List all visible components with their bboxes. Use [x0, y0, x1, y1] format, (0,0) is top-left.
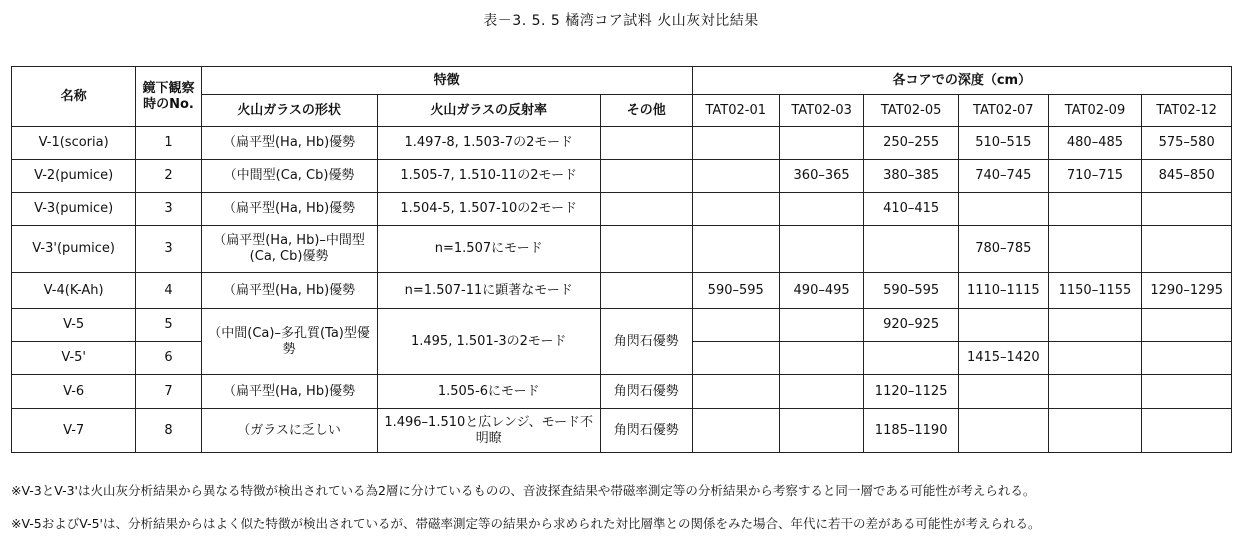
cell-depth: 710–715 — [1048, 160, 1142, 193]
cell-name: V-3'(pumice) — [12, 226, 136, 273]
cell-name: V-2(pumice) — [12, 160, 136, 193]
cell-depth — [1048, 193, 1142, 226]
cell-depth: 780–785 — [959, 226, 1049, 273]
cell-depth: 590–595 — [692, 273, 779, 309]
page-title: 表－3. 5. 5 橘湾コア試料 火山灰対比結果 — [483, 13, 759, 29]
cell-no: 6 — [136, 342, 201, 375]
cell-refr: 1.505-6にモード — [377, 375, 600, 409]
table-row — [12, 127, 1232, 160]
cell-name: V-6 — [12, 375, 136, 409]
table-row — [12, 309, 1232, 342]
cell-depth — [779, 375, 863, 409]
cell-shape: （ガラスに乏しい — [201, 409, 377, 453]
cell-no: 4 — [136, 273, 201, 309]
cell-depth: 1150–1155 — [1048, 273, 1142, 309]
cell-depth: 845–850 — [1142, 160, 1232, 193]
cell-depth: 360–365 — [779, 160, 863, 193]
cell-refr: 1.496–1.510と広レンジ、モード不明瞭 — [377, 409, 600, 453]
cell-refr: n=1.507-11に顕著なモード — [377, 273, 600, 309]
cell-depth: 250–255 — [864, 127, 959, 160]
cell-depth — [1142, 375, 1232, 409]
cell-depth — [779, 342, 863, 375]
header-features: 特徴 — [201, 67, 692, 95]
cell-depth — [1142, 193, 1232, 226]
cell-no: 3 — [136, 193, 201, 226]
header-core: TAT02-07 — [959, 95, 1049, 127]
cell-other: 角閃石優勢 — [600, 375, 692, 409]
footnote: ※V-5およびV-5'は、分析結果からはよく似た特徴が検出されているが、帯磁率測定等の結果から求められた対比層準との関係をみた場合、年代に若干の差がある可能性が考えられる。 — [11, 516, 1041, 531]
table-row — [12, 375, 1232, 409]
cell-depth — [779, 309, 863, 342]
header-row-1 — [12, 67, 1232, 95]
cell-name: V-5' — [12, 342, 136, 375]
table-row — [12, 409, 1232, 453]
cell-depth — [1048, 226, 1142, 273]
cell-shape: （扁平型(Ha, Hb)優勢 — [201, 273, 377, 309]
cell-depth — [692, 342, 779, 375]
cell-shape: （中間型(Ca, Cb)優勢 — [201, 160, 377, 193]
header-refractive: 火山ガラスの反射率 — [377, 95, 600, 127]
cell-depth — [692, 160, 779, 193]
cell-depth — [1048, 342, 1142, 375]
cell-shape: （中間(Ca)–多孔質(Ta)型優勢 — [201, 309, 377, 375]
header-core: TAT02-05 — [864, 95, 959, 127]
cell-depth: 920–925 — [864, 309, 959, 342]
cell-depth — [959, 375, 1049, 409]
header-core: TAT02-09 — [1048, 95, 1142, 127]
cell-depth — [1048, 409, 1142, 453]
cell-name: V-5 — [12, 309, 136, 342]
cell-other — [600, 127, 692, 160]
cell-depth — [864, 342, 959, 375]
cell-depth: 1185–1190 — [864, 409, 959, 453]
cell-depth: 1110–1115 — [959, 273, 1049, 309]
cell-depth — [1142, 226, 1232, 273]
cell-depth — [692, 409, 779, 453]
footnote: ※V-3とV-3'は火山灰分析結果から異なる特徴が検出されている為2層に分けているものの、音波探査結果や帯磁率測定等の分析結果から考察すると同一層である可能性が考えられる。 — [11, 483, 1036, 498]
cell-name: V-1(scoria) — [12, 127, 136, 160]
cell-shape: （扁平型(Ha, Hb)–中間型(Ca, Cb)優勢 — [201, 226, 377, 273]
cell-depth — [692, 375, 779, 409]
cell-no: 1 — [136, 127, 201, 160]
header-core: TAT02-01 — [692, 95, 779, 127]
cell-refr: 1.497-8, 1.503-7の2モード — [377, 127, 600, 160]
cell-no: 7 — [136, 375, 201, 409]
result-table — [11, 66, 1232, 453]
cell-no: 2 — [136, 160, 201, 193]
cell-name: V-3(pumice) — [12, 193, 136, 226]
cell-no: 5 — [136, 309, 201, 342]
cell-depth: 1120–1125 — [864, 375, 959, 409]
table-row — [12, 226, 1232, 273]
cell-refr: 1.504-5, 1.507-10の2モード — [377, 193, 600, 226]
table-row — [12, 160, 1232, 193]
cell-shape: （扁平型(Ha, Hb)優勢 — [201, 193, 377, 226]
header-name: 名称 — [12, 67, 136, 127]
cell-depth: 575–580 — [1142, 127, 1232, 160]
cell-other — [600, 226, 692, 273]
cell-refr: 1.505-7, 1.510-11の2モード — [377, 160, 600, 193]
cell-depth — [1142, 309, 1232, 342]
cell-depth: 740–745 — [959, 160, 1049, 193]
cell-other: 角閃石優勢 — [600, 309, 692, 375]
cell-depth — [692, 193, 779, 226]
cell-other: 角閃石優勢 — [600, 409, 692, 453]
cell-depth — [1048, 375, 1142, 409]
cell-shape: （扁平型(Ha, Hb)優勢 — [201, 375, 377, 409]
cell-depth — [959, 409, 1049, 453]
cell-depth — [692, 127, 779, 160]
cell-depth: 380–385 — [864, 160, 959, 193]
cell-refr: 1.495, 1.501-3の2モード — [377, 309, 600, 375]
cell-refr: n=1.507にモード — [377, 226, 600, 273]
cell-depth — [959, 309, 1049, 342]
cell-depth: 410–415 — [864, 193, 959, 226]
header-obs-no: 鏡下観察時のNo. — [136, 67, 201, 127]
cell-depth: 590–595 — [864, 273, 959, 309]
cell-name: V-4(K-Ah) — [12, 273, 136, 309]
cell-depth — [864, 226, 959, 273]
cell-shape: （扁平型(Ha, Hb)優勢 — [201, 127, 377, 160]
cell-depth — [959, 193, 1049, 226]
cell-depth — [779, 193, 863, 226]
cell-depth — [1142, 342, 1232, 375]
header-core: TAT02-12 — [1142, 95, 1232, 127]
cell-depth: 480–485 — [1048, 127, 1142, 160]
cell-no: 3 — [136, 226, 201, 273]
cell-no: 8 — [136, 409, 201, 453]
cell-depth: 1290–1295 — [1142, 273, 1232, 309]
cell-other — [600, 160, 692, 193]
cell-name: V-7 — [12, 409, 136, 453]
header-other: その他 — [600, 95, 692, 127]
table-row — [12, 273, 1232, 309]
cell-depth: 1415–1420 — [959, 342, 1049, 375]
header-glass-shape: 火山ガラスの形状 — [201, 95, 377, 127]
header-core: TAT02-03 — [779, 95, 863, 127]
cell-other — [600, 193, 692, 226]
cell-depth: 510–515 — [959, 127, 1049, 160]
cell-other — [600, 273, 692, 309]
cell-depth: 490–495 — [779, 273, 863, 309]
cell-depth — [692, 226, 779, 273]
cell-depth — [779, 409, 863, 453]
cell-depth — [1142, 409, 1232, 453]
cell-depth — [779, 226, 863, 273]
header-depth: 各コアでの深度（cm） — [692, 67, 1231, 95]
cell-depth — [692, 309, 779, 342]
table-row — [12, 193, 1232, 226]
cell-depth — [1048, 309, 1142, 342]
cell-depth — [779, 127, 863, 160]
